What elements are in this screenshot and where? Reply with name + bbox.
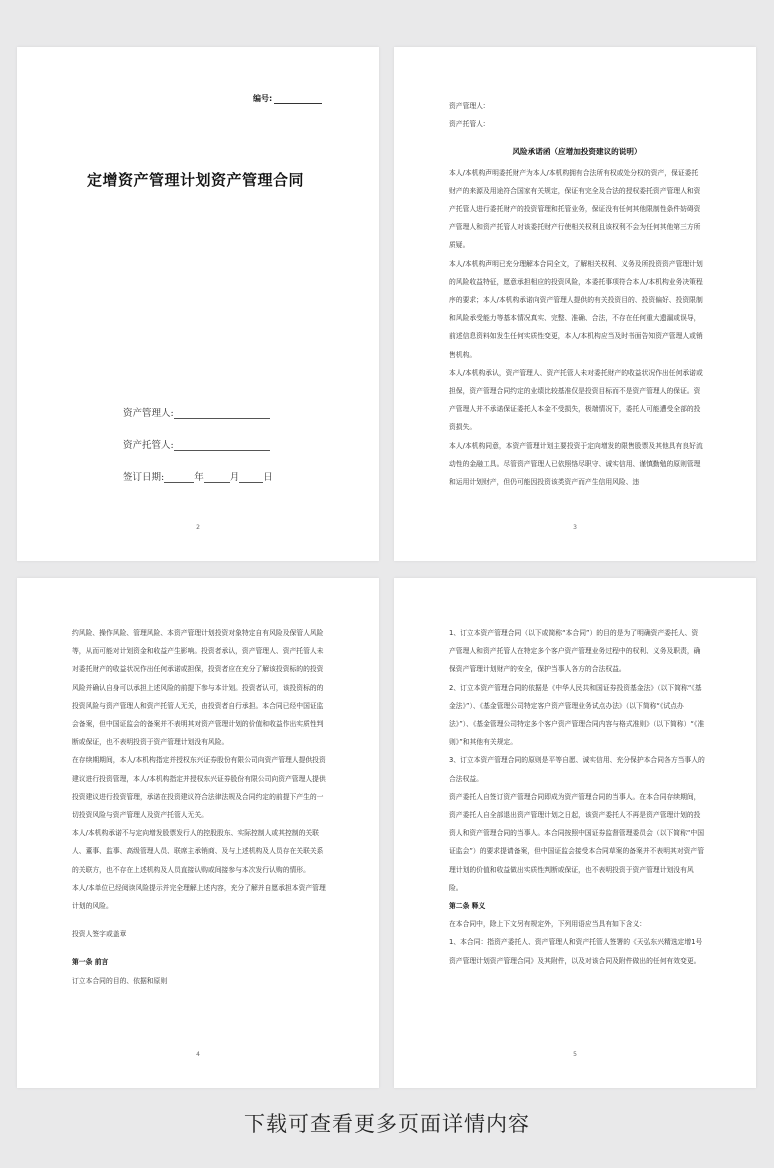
page-body	[449, 97, 705, 491]
contract-number-label: 编号:	[253, 94, 273, 103]
paragraph: 本人/本机构同意，本资产管理计划主要投资于定向增发的限售股票及其他具有良好流动性的金融工具。尽管资产管理人已依照恪尽职守、诚实信用、谨慎勤勉的原则管理和运用计划财产，但仍可能因投资该类资产而产生信用风险、违	[449, 441, 703, 487]
paragraph: 本人/本单位已经阅读风险提示并完全理解上述内容，充分了解并自愿承担本资产管理计划的风险。	[72, 883, 326, 911]
contract-number-field	[253, 93, 322, 104]
chapter-heading: 第二条 释义	[449, 902, 486, 911]
paragraph: 资产委托人自签订资产管理合同即成为资产管理合同的当事人。在本合同存续期间，资产委托人自全部退出资产管理计划之日起，该资产委托人不再是资产管理计划的投资人和资产管理合同的当事人。本合同按照中国证券监督管理委员会（以下简称“中国证监会”）的要求提请备案，但中国证监会接受本合同草案的备案并不表明其对资产管理计划的价值和收益做出实质性判断或保证，也不表明投资于资产管理计划没有风险。	[449, 792, 705, 892]
custodian-label: 资产托管人:	[123, 440, 174, 451]
year-line	[164, 472, 194, 483]
definitions-intro: 在本合同中，除上下文另有规定外，下列用语应当具有如下含义：	[449, 920, 647, 929]
contract-number-line	[274, 95, 322, 104]
page-body	[449, 624, 705, 970]
page-number: 5	[573, 1051, 577, 1058]
download-caption: 下载可查看更多页面详情内容	[244, 1112, 530, 1136]
custodian-sign-row	[123, 437, 270, 451]
custodian-label: 资产托管人:	[449, 120, 486, 129]
risk-commitment-title: 风险承诺函（应增加投资建议的说明）	[512, 147, 642, 157]
page-body	[72, 624, 328, 990]
definition-item: 1、本合同：指资产委托人、资产管理人和资产托管人签署的《天弘东兴精选定增1号资产管理计划资产管理合同》及其附件，以及对该合同及附件做出的任何有效变更。	[449, 938, 703, 965]
paragraph: 1、订立本资产管理合同（以下或简称“本合同”）的目的是为了明确资产委托人、资产管理人和资产托管人在特定多个客户资产管理业务过程中的权利、义务及职责，确保资产管理计划财产的安全，保护当事人各方的合法权益。	[449, 629, 701, 674]
manager-label: 资产管理人:	[449, 102, 486, 110]
chapter-subheading: 订立本合同的目的、依据和原则	[72, 976, 168, 985]
paragraph: 约风险、操作风险、管理风险、本资产管理计划投资对象特定自有风险及保管人风险等，从而可能对计划资金和收益产生影响。投资者承认，资产管理人、资产托管人未对委托财产的收益状况作出任何承诺或担保，投资者应在充分了解该投资标的的投资风险并确认自身可以承担上述风险的前提下参与本计划。投资者认可，该投资标的的投资风险与资产管理人和资产托管人无关，由投资者自行承担。本合同已经中国证监会备案，但中国证监会的备案并不表明其对资产管理计划的价值和收益作出实质性判断或保证，也不表明投资于资产管理计划没有风险。	[72, 629, 324, 747]
day-label: 日	[263, 472, 273, 483]
paragraph: 本人/本机构声明已充分理解本合同全文，了解相关权利、义务及所投资资产管理计划的风险收益特征，愿意承担相应的投资风险，本委托事项符合本人/本机构业务决策程序的要求；本人/本机构承诺向资产管理人提供的有关投资目的、投资偏好、投资限制和风险承受能力等基本情况真实、完整、准确、合法，不存在任何重大遗漏或误导，前述信息资料如发生任何实质性变更，本人/本机构应当及时书面告知资产管理人或销售机构。	[449, 259, 703, 359]
sign-date-row	[123, 469, 273, 483]
paragraph: 本人/本机构承认，资产管理人、资产托管人未对委托财产的收益状况作出任何承诺或担保，资产管理合同约定的业绩比较基准仅是投资目标而不是资产管理人的保证。资产管理人并不承诺保证委托人本金不受损失，极端情况下，委托人可能遭受全部的投资损失。	[449, 368, 703, 432]
manager-label: 资产管理人:	[123, 408, 174, 419]
paragraph: 本人/本机构承诺不与定向增发股票发行人的控股股东、实际控制人或其控制的关联人、董事、监事、高级管理人员、联席主承销商、及与上述机构及人员存在关联关系的关联方，也不存在上述机构及人员直接认购或间接参与本次发行认购的情形。	[72, 829, 324, 874]
page-number: 3	[573, 524, 577, 531]
custodian-line	[174, 440, 270, 451]
month-label: 月	[229, 472, 240, 483]
document-page-3	[394, 47, 756, 561]
document-page-5	[394, 578, 756, 1088]
investor-signature-label: 投资人签字或盖章	[72, 930, 127, 939]
day-line	[239, 472, 263, 483]
page-number: 2	[196, 524, 200, 531]
chapter-heading: 第一条 前言	[72, 958, 109, 967]
paragraph: 2、订立本资产管理合同的依据是《中华人民共和国证券投资基金法》（以下简称“《基金法》”）、《基金管理公司特定客户资产管理业务试点办法》（以下简称“《试点办法》”）、《基金管理公司特定多个客户资产管理合同内容与格式准则》（以下简称）“《准则》”和其他有关规定。	[449, 683, 705, 747]
paragraph: 3、订立本资产管理合同的原则是平等自愿、诚实信用、充分保护本合同各方当事人的合法权益。	[449, 756, 705, 783]
contract-title: 定增资产管理计划资产管理合同	[87, 171, 305, 189]
manager-line	[174, 408, 270, 419]
paragraph: 在存续期期间，本人/本机构指定并授权东兴证券股份有限公司向资产管理人提供投资建议进行投资管理，本人/本机构指定并授权东兴证券股份有限公司向资产管理人提供投资建议进行投资管理，承诺在投资建议符合法律法规及合同约定的前提下产生的一切投资风险与资产管理人及资产托管人无关。	[72, 756, 326, 820]
manager-sign-row	[123, 405, 270, 419]
page-number: 4	[196, 1051, 200, 1058]
document-page-4	[17, 578, 379, 1088]
month-line	[204, 472, 230, 483]
document-page-2	[17, 47, 379, 561]
year-label: 年	[194, 472, 204, 483]
sign-date-label: 签订日期:	[123, 472, 165, 483]
paragraph: 本人/本机构声明委托财产为本人/本机构拥有合法所有权或处分权的资产，保证委托财产的来源及用途符合国家有关规定，保证有完全及合法的授权委托资产管理人和资产托管人进行委托财产的投资管理和托管业务，保证没有任何其他限制性条件妨碍资产管理人和资产托管人对该委托财产行使相关权利且该权利不会为任何其他第三方所质疑。	[449, 168, 701, 250]
